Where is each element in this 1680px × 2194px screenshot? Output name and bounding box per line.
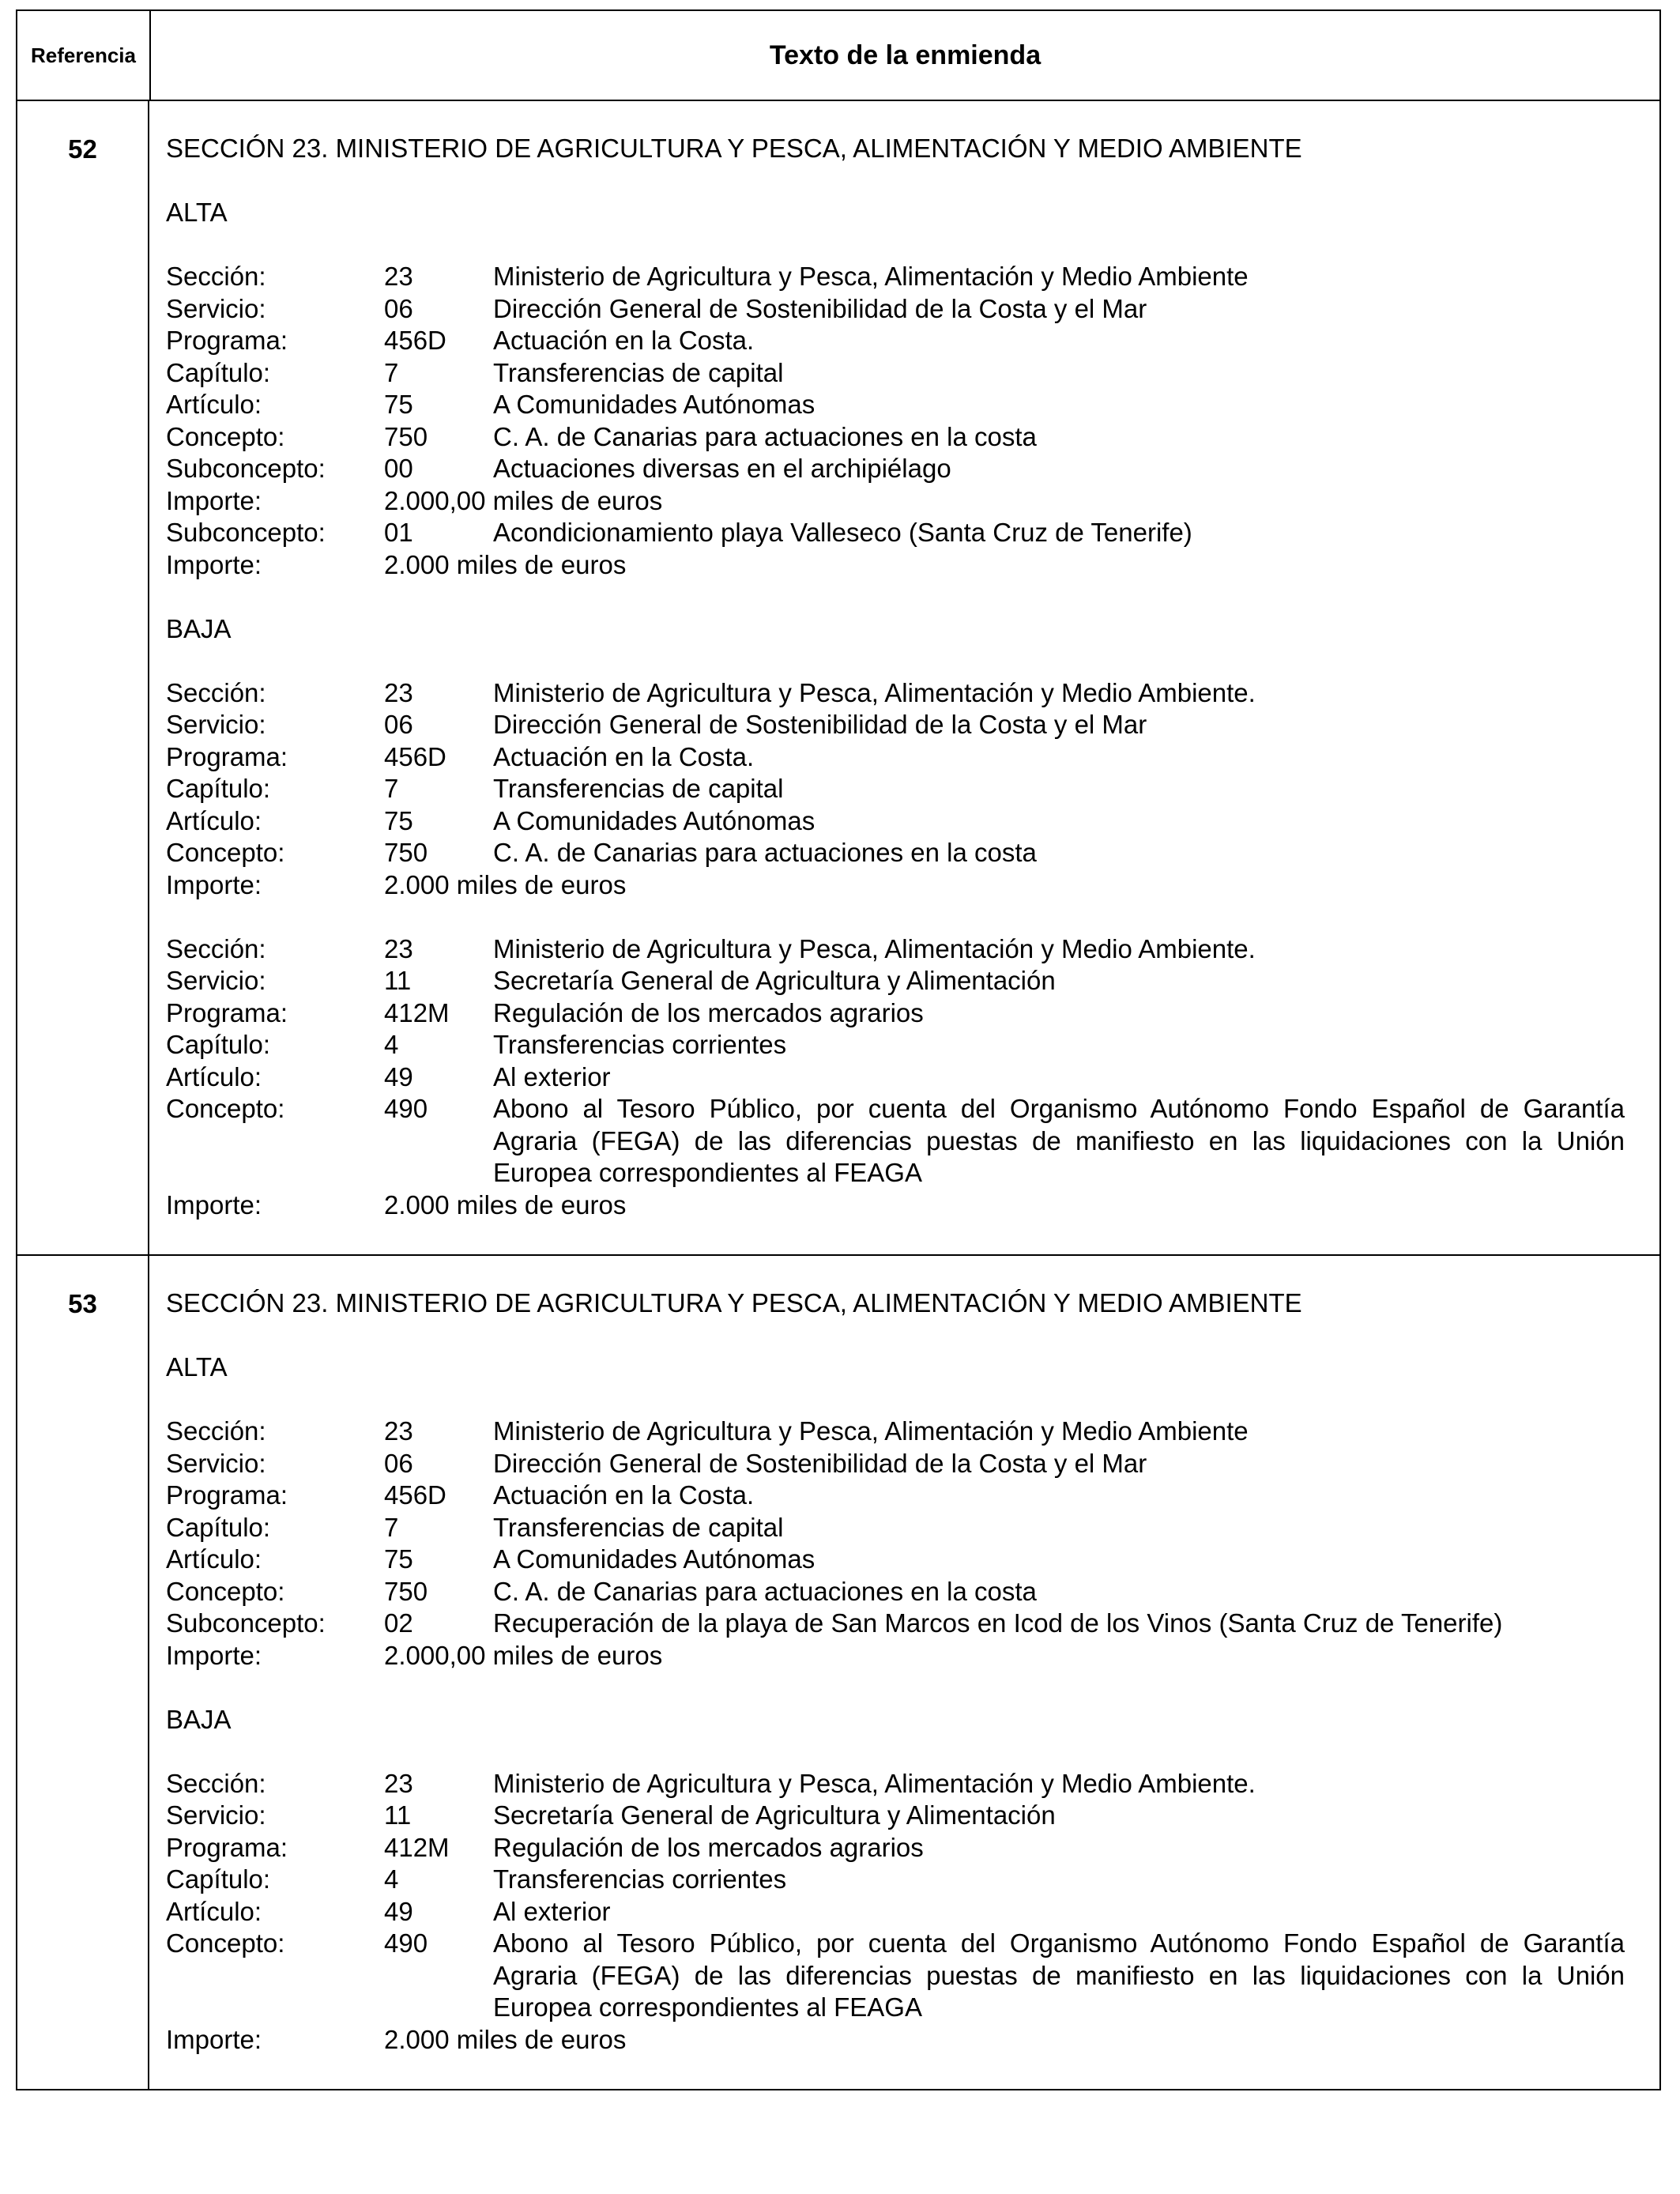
field-code: 750	[384, 1576, 428, 1606]
field-code: 06	[384, 293, 413, 323]
field-text: Transferencias de capital	[493, 774, 784, 803]
field-label: Importe:	[166, 2024, 262, 2054]
table-header	[17, 11, 1659, 101]
field-label: Servicio:	[166, 1800, 266, 1830]
field-code: 23	[384, 933, 413, 963]
field-line	[166, 1448, 1625, 1480]
spacer	[166, 1672, 1625, 1704]
field-line	[166, 1768, 1625, 1800]
field-label: Artículo:	[166, 390, 262, 419]
field-code: 23	[384, 1416, 413, 1446]
field-line	[166, 1864, 1625, 1896]
field-text: Actuación en la Costa.	[493, 741, 755, 771]
field-text: Dirección General de Sostenibilidad de la Costa y el Mar	[493, 1448, 1147, 1478]
field-code: 06	[384, 710, 413, 739]
field-label: Programa:	[166, 1480, 288, 1510]
field-line	[166, 741, 1625, 774]
field-text: Regulación de los mercados agrarios	[493, 1832, 924, 1862]
baja-heading: BAJA	[166, 1704, 232, 1734]
field-code: 490	[384, 1094, 428, 1123]
field-label: Sección:	[166, 933, 266, 963]
field-label: Sección:	[166, 677, 266, 707]
field-label: Subconcepto:	[166, 518, 326, 547]
spacer	[166, 645, 1625, 677]
field-code: 456D	[384, 741, 446, 771]
field-line	[166, 933, 1625, 966]
field-code: 490	[384, 1928, 428, 1958]
field-line	[166, 1480, 1625, 1512]
field-label: Subconcepto:	[166, 454, 326, 483]
field-text: Ministerio de Agricultura y Pesca, Alimentación y Medio Ambiente.	[493, 933, 1256, 963]
field-value: 2.000 miles de euros	[384, 869, 627, 899]
reference-number: 53	[17, 1256, 149, 2089]
importe-line	[166, 549, 1625, 582]
field-text: Dirección General de Sostenibilidad de la Costa y el Mar	[493, 710, 1147, 739]
importe-line	[166, 1640, 1625, 1672]
field-label: Importe:	[166, 869, 262, 899]
field-line	[166, 773, 1625, 805]
field-code: 75	[384, 1544, 413, 1574]
spacer	[166, 581, 1625, 613]
field-label: Capítulo:	[166, 357, 271, 387]
field-line	[166, 837, 1625, 869]
field-text: Al exterior	[493, 1061, 611, 1091]
field-line	[166, 325, 1625, 357]
field-label: Concepto:	[166, 1094, 285, 1123]
spacer	[166, 1320, 1625, 1352]
field-line	[166, 1800, 1625, 1832]
field-value: 2.000,00 miles de euros	[384, 485, 663, 515]
section-title: SECCIÓN 23. MINISTERIO DE AGRICULTURA Y PESCA, ALIMENTACIÓN Y MEDIO AMBIENTE	[166, 1288, 1302, 1318]
field-line	[166, 389, 1625, 421]
field-code: 75	[384, 805, 413, 835]
field-text: Al exterior	[493, 1896, 611, 1926]
amendment-text	[149, 1256, 1659, 2089]
field-line	[166, 1544, 1625, 1576]
section-title: SECCIÓN 23. MINISTERIO DE AGRICULTURA Y PESCA, ALIMENTACIÓN Y MEDIO AMBIENTE	[166, 134, 1302, 163]
importe-line	[166, 485, 1625, 518]
field-label: Importe:	[166, 549, 262, 579]
header-reference: Referencia	[17, 11, 151, 100]
field-line	[166, 1416, 1625, 1448]
field-code: 7	[384, 1512, 399, 1542]
field-line	[166, 261, 1625, 293]
field-label: Programa:	[166, 741, 288, 771]
field-code: 49	[384, 1896, 413, 1926]
field-text: Transferencias de capital	[493, 357, 784, 387]
field-label: Artículo:	[166, 1896, 262, 1926]
field-label: Programa:	[166, 997, 288, 1027]
field-label: Capítulo:	[166, 1864, 271, 1894]
field-line	[166, 1896, 1625, 1928]
field-text: C. A. de Canarias para actuaciones en la costa	[493, 421, 1037, 451]
field-code: 7	[384, 774, 399, 803]
field-line	[166, 1928, 1625, 2024]
field-label: Importe:	[166, 1189, 262, 1220]
field-text: Actuaciones diversas en el archipiélago	[493, 454, 951, 483]
field-text: Transferencias corrientes	[493, 1864, 787, 1894]
amendments-table	[16, 9, 1661, 2090]
field-code: 412M	[384, 997, 450, 1027]
field-label: Artículo:	[166, 1061, 262, 1091]
field-code: 11	[384, 966, 412, 995]
field-line	[166, 293, 1625, 326]
field-code: 23	[384, 262, 413, 291]
field-label: Importe:	[166, 485, 262, 515]
field-label: Sección:	[166, 1768, 266, 1798]
field-label: Artículo:	[166, 1544, 262, 1574]
spacer	[166, 229, 1625, 262]
field-text: Secretaría General de Agricultura y Alimentación	[493, 966, 1056, 995]
field-label: Concepto:	[166, 838, 285, 867]
field-value: 2.000 miles de euros	[384, 2024, 627, 2054]
field-code: 00	[384, 454, 413, 483]
field-label: Capítulo:	[166, 1030, 271, 1059]
field-line	[166, 1832, 1625, 1864]
spacer	[166, 165, 1625, 198]
field-text: Ministerio de Agricultura y Pesca, Alimentación y Medio Ambiente.	[493, 1768, 1256, 1798]
field-line	[166, 453, 1625, 485]
field-text: C. A. de Canarias para actuaciones en la costa	[493, 1576, 1037, 1606]
field-code: 7	[384, 357, 399, 387]
field-line	[166, 1093, 1625, 1189]
field-text: Ministerio de Agricultura y Pesca, Alimentación y Medio Ambiente	[493, 262, 1249, 291]
field-text: Dirección General de Sostenibilidad de la Costa y el Mar	[493, 293, 1147, 323]
table-body	[17, 101, 1659, 2089]
field-text: A Comunidades Autónomas	[493, 1544, 816, 1574]
field-code: 06	[384, 1448, 413, 1478]
importe-line	[166, 2024, 1625, 2056]
field-text: Ministerio de Agricultura y Pesca, Alimentación y Medio Ambiente	[493, 1416, 1249, 1446]
field-text: Recuperación de la playa de San Marcos en Icod de los Vinos (Santa Cruz de Tenerife)	[493, 1608, 1503, 1638]
field-text: Abono al Tesoro Público, por cuenta del Organismo Autónomo Fondo Español de Garantía Agraria (FEGA) de las diferencias puestas de manifiesto en las liquidaciones con la Unión Europea correspondientes al FEAGA	[493, 1928, 1625, 2022]
field-code: 750	[384, 838, 428, 867]
field-text: A Comunidades Autónomas	[493, 805, 816, 835]
field-code: 750	[384, 421, 428, 451]
field-code: 75	[384, 390, 413, 419]
field-value: 2.000 miles de euros	[384, 549, 627, 579]
field-code: 01	[384, 518, 413, 547]
field-text: Regulación de los mercados agrarios	[493, 997, 924, 1027]
field-code: 23	[384, 1768, 413, 1798]
field-line	[166, 421, 1625, 454]
field-label: Capítulo:	[166, 1512, 271, 1542]
field-label: Servicio:	[166, 1448, 266, 1478]
field-line	[166, 357, 1625, 390]
field-text: Secretaría General de Agricultura y Alimentación	[493, 1800, 1056, 1830]
field-label: Concepto:	[166, 421, 285, 451]
field-label: Artículo:	[166, 805, 262, 835]
field-line	[166, 709, 1625, 741]
amendment-text	[149, 101, 1659, 1254]
field-value: 2.000 miles de euros	[384, 1189, 627, 1220]
field-text: Abono al Tesoro Público, por cuenta del Organismo Autónomo Fondo Español de Garantía Agraria (FEGA) de las diferencias puestas de manifiesto en las liquidaciones con la Unión Europea correspondientes al FEAGA	[493, 1094, 1625, 1187]
field-line	[166, 517, 1625, 549]
field-line	[166, 1608, 1625, 1640]
field-code: 4	[384, 1864, 399, 1894]
field-line	[166, 1061, 1625, 1094]
field-label: Subconcepto:	[166, 1608, 326, 1638]
field-text: Ministerio de Agricultura y Pesca, Alimentación y Medio Ambiente.	[493, 677, 1256, 707]
field-label: Programa:	[166, 1832, 288, 1862]
field-line	[166, 1576, 1625, 1608]
field-text: Transferencias corrientes	[493, 1030, 787, 1059]
field-text: Transferencias de capital	[493, 1512, 784, 1542]
alta-heading: ALTA	[166, 198, 228, 227]
field-line	[166, 677, 1625, 710]
field-line	[166, 965, 1625, 997]
field-code: 11	[384, 1800, 412, 1830]
field-line	[166, 805, 1625, 838]
field-label: Importe:	[166, 1640, 262, 1670]
field-code: 412M	[384, 1832, 450, 1862]
importe-line	[166, 869, 1625, 902]
alta-heading: ALTA	[166, 1352, 228, 1382]
spacer	[166, 1384, 1625, 1416]
field-line	[166, 1512, 1625, 1544]
field-code: 4	[384, 1030, 399, 1059]
field-label: Sección:	[166, 262, 266, 291]
field-line	[166, 1029, 1625, 1061]
field-label: Servicio:	[166, 710, 266, 739]
field-text: Actuación en la Costa.	[493, 1480, 755, 1510]
amendment-row	[17, 101, 1659, 1254]
field-value: 2.000,00 miles de euros	[384, 1640, 663, 1670]
field-label: Concepto:	[166, 1928, 285, 1958]
amendment-row	[17, 1254, 1659, 2089]
field-code: 02	[384, 1608, 413, 1638]
reference-number: 52	[17, 101, 149, 1254]
field-code: 23	[384, 677, 413, 707]
field-label: Servicio:	[166, 293, 266, 323]
field-code: 456D	[384, 1480, 446, 1510]
field-label: Concepto:	[166, 1576, 285, 1606]
field-text: Acondicionamiento playa Valleseco (Santa Cruz de Tenerife)	[493, 518, 1192, 547]
field-label: Sección:	[166, 1416, 266, 1446]
field-text: Actuación en la Costa.	[493, 326, 755, 355]
importe-line	[166, 1189, 1625, 1222]
spacer	[166, 1736, 1625, 1768]
field-text: C. A. de Canarias para actuaciones en la costa	[493, 838, 1037, 867]
field-text: A Comunidades Autónomas	[493, 390, 816, 419]
field-label: Programa:	[166, 326, 288, 355]
header-amendment-text: Texto de la enmienda	[769, 40, 1042, 70]
spacer	[166, 901, 1625, 933]
baja-heading: BAJA	[166, 613, 232, 643]
field-label: Servicio:	[166, 966, 266, 995]
field-line	[166, 997, 1625, 1030]
field-code: 49	[384, 1061, 413, 1091]
field-label: Capítulo:	[166, 774, 271, 803]
field-code: 456D	[384, 326, 446, 355]
